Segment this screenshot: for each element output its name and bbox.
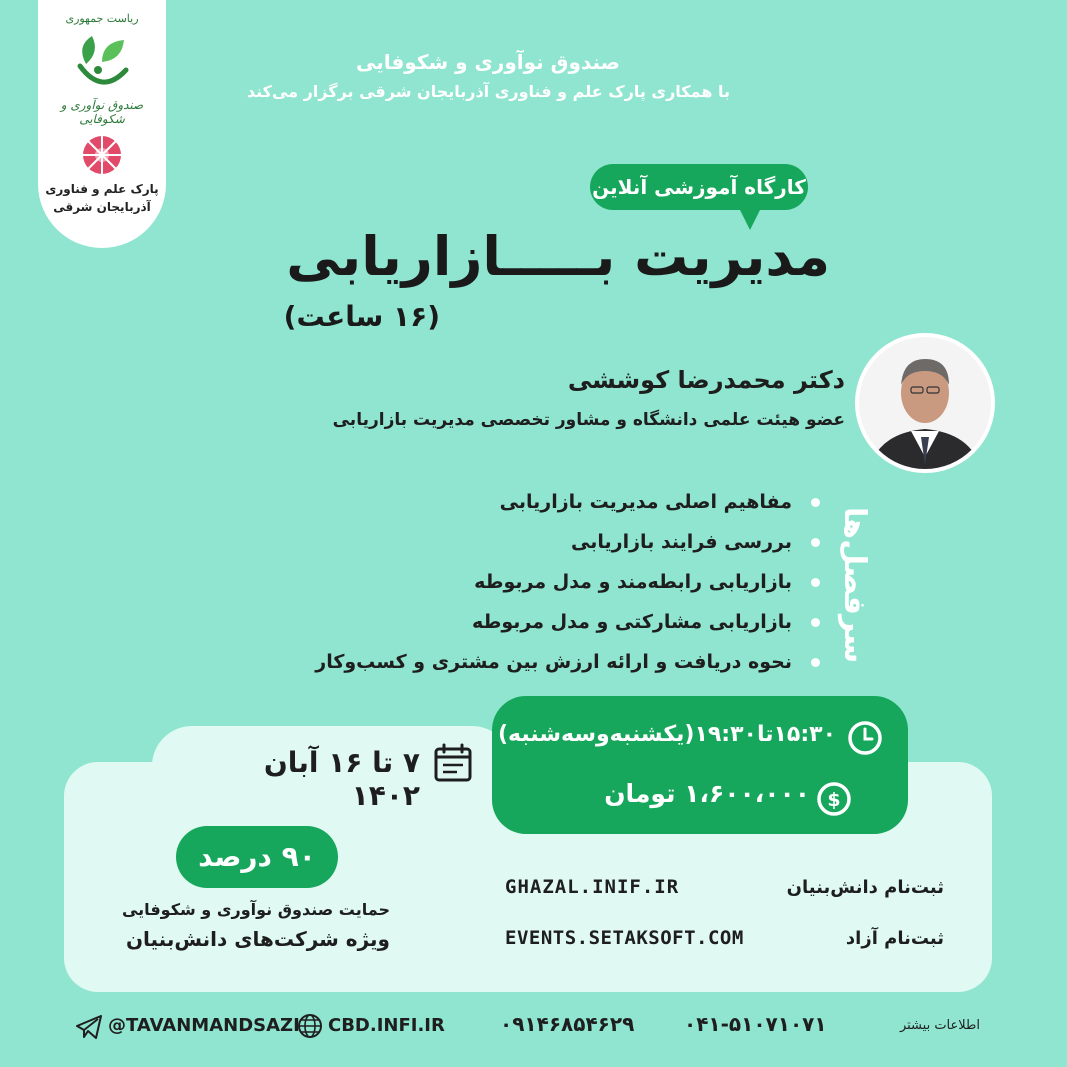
bullet-dot-icon <box>811 498 820 507</box>
topic-item: بررسی فرایند بازاریابی <box>240 522 820 562</box>
event-price: ۱،۶۰۰،۰۰۰ تومان <box>604 779 810 808</box>
discount-badge: ۹۰ درصد <box>176 826 338 888</box>
instructor-name: دکتر محمدرضا کوششی <box>567 366 845 394</box>
science-park-line1: پارک علم و فناوری <box>45 182 159 196</box>
event-duration: (۱۶ ساعت) <box>283 300 440 333</box>
telegram-handle[interactable]: @TAVANMANDSAZI <box>108 1015 300 1036</box>
topics-heading: سرفصل‌ها <box>837 506 872 664</box>
more-info-label: اطلاعات بیشتر <box>899 1018 980 1033</box>
innovation-fund-logo <box>52 8 152 126</box>
phone-mobile[interactable]: ۰۹۱۴۶۸۵۴۶۲۹ <box>500 1012 635 1036</box>
science-park-logo <box>38 134 166 234</box>
fund-logo-bottom-text: صندوق نوآوری و شکوفایی <box>60 98 144 126</box>
topic-item: مفاهیم اصلی مدیریت بازاریابی <box>240 482 820 522</box>
dollar-icon <box>816 781 852 817</box>
topic-item: بازاریابی رابطه‌مند و مدل مربوطه <box>240 562 820 602</box>
bullet-dot-icon <box>811 618 820 627</box>
organizer-subtitle: با همکاری پارک علم و فناوری آذربایجان شرقی برگزار می‌کند <box>246 82 730 101</box>
organizer-title: صندوق نوآوری و شکوفایی <box>355 50 620 74</box>
topics-list <box>240 482 820 682</box>
phone-landline[interactable]: ۰۴۱-۵۱۰۷۱۰۷۱ <box>684 1012 827 1036</box>
instructor-description: عضو هیئت علمی دانشگاه و مشاور تخصصی مدیریت بازاریابی <box>332 410 845 430</box>
science-park-line2: آذربایجان شرقی <box>53 200 151 214</box>
topic-item: نحوه دریافت و ارائه ارزش بین مشتری و کسب‌وکار <box>240 642 820 682</box>
topic-item: بازاریابی مشارکتی و مدل مربوطه <box>240 602 820 642</box>
svg-text:$: $ <box>827 789 841 811</box>
event-dates: ۷ تا ۱۶ آبان ۱۴۰۲ <box>263 746 420 812</box>
bullet-dot-icon <box>811 658 820 667</box>
registration-free-label: ثبت‌نام آزاد <box>845 928 944 949</box>
bullet-dot-icon <box>811 538 820 547</box>
event-title: مدیریت بـــــازاریابی <box>286 225 830 288</box>
instructor-photo <box>855 333 995 473</box>
science-park-emblem-icon <box>81 134 123 176</box>
registration-kb-label: ثبت‌نام دانش‌بنیان <box>786 877 944 898</box>
discount-support-text: حمایت صندوق نوآوری و شکوفایی <box>121 900 390 919</box>
logo-panel <box>38 0 166 248</box>
website-link[interactable]: CBD.INFI.IR <box>328 1015 445 1036</box>
calendar-icon <box>432 742 474 784</box>
leaf-logo-icon <box>72 30 132 96</box>
registration-kb-link[interactable]: GHAZAL.INIF.IR <box>505 876 680 898</box>
registration-free-link[interactable]: EVENTS.SETAKSOFT.COM <box>505 927 744 949</box>
telegram-icon <box>74 1013 104 1041</box>
workshop-type-badge: کارگاه آموزشی آنلاین <box>590 164 808 210</box>
globe-icon <box>296 1012 324 1040</box>
fund-logo-top-text: ریاست جمهوری <box>65 12 139 25</box>
discount-eligibility-text: ویژه شرکت‌های دانش‌بنیان <box>125 927 390 951</box>
bullet-dot-icon <box>811 578 820 587</box>
instructor-avatar-icon <box>859 337 991 469</box>
event-time: ۱۵:۳۰تا۱۹:۳۰(یکشنبه‌وسه‌شنبه) <box>497 722 836 747</box>
clock-icon <box>846 719 884 757</box>
